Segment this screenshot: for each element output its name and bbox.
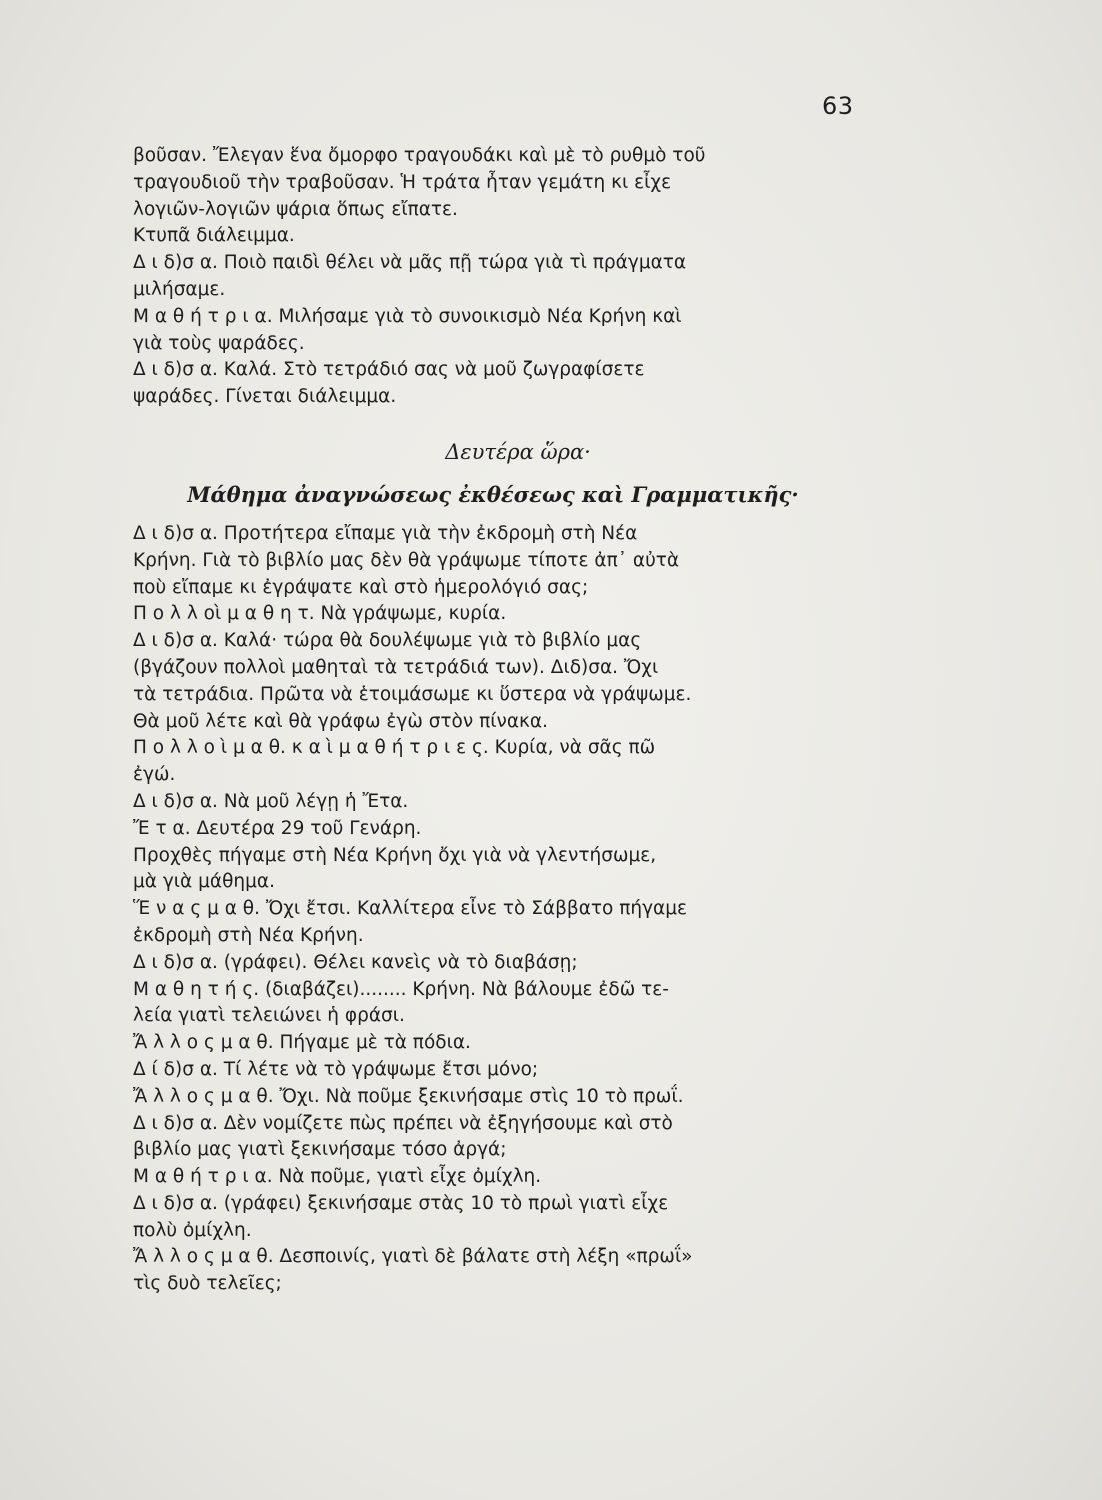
text-line: Κρήνη. Γιὰ τὸ βιβλίο μας δὲν θὰ γράψωμε τίποτε ἀπ᾽ αὐτὰ xyxy=(133,549,680,571)
text-line: Ἄ λ λ ο ς μ α θ. Ὄχι. Νὰ ποῦμε ξεκινήσαμε στὶς 10 τὸ πρωΐ. xyxy=(133,1085,684,1107)
text-line: ποὺ εἴπαμε κι ἐγράψατε καὶ στὸ ἡμερολόγιό σας; xyxy=(133,576,589,598)
text-line: Π ο λ λ ο ὶ μ α θ. κ α ὶ μ α θ ή τ ρ ι ε ς. Κυρία, νὰ σᾶς πῶ xyxy=(133,737,656,759)
text-line: Δ ι δ)σ α. Καλά. Στὸ τετράδιό σας νὰ μοῦ ζωγραφίσετε xyxy=(133,359,645,381)
text-line: Δ ι δ)σ α. Προτήτερα εἴπαμε γιὰ τὴν ἐκδρομὴ στὴ Νέα xyxy=(133,522,638,544)
text-line: λογιῶν-λογιῶν ψάρια ὅπως εἴπατε. xyxy=(133,198,458,220)
text-line: ἐγώ. xyxy=(133,764,176,786)
text-line: Δ ί δ)σ α. Τί λέτε νὰ τὸ γράψωμε ἔτσι μόνο; xyxy=(133,1058,539,1080)
text-line: τὰ τετράδια. Πρῶτα νὰ ἑτοιμάσωμε κι ὕστερα νὰ γράψωμε. xyxy=(133,683,692,705)
text-line: λεία γιατὶ τελειώνει ἡ φράσι. xyxy=(133,1005,405,1027)
paragraph-1 xyxy=(133,143,873,411)
text-line: Δ ι δ)σ α. Νὰ μοῦ λέγῃ ἡ Ἔτα. xyxy=(133,790,409,812)
text-line: Θὰ μοῦ λέτε καὶ θὰ γράφω ἐγὼ στὸν πίνακα. xyxy=(133,710,548,732)
text-line: Δ ι δ)σ α. (γράφει) ξεκινήσαμε στὰς 10 τὸ πρωὶ γιατὶ εἶχε xyxy=(133,1192,669,1214)
text-line: Κτυπᾶ διάλειμμα. xyxy=(133,225,295,247)
text-line: Μ α θ ή τ ρ ι α. Νὰ ποῦμε, γιατὶ εἶχε ὀμίχλη. xyxy=(133,1166,542,1188)
text-line: Ἔ τ α. Δευτέρα 29 τοῦ Γενάρη. xyxy=(133,817,422,839)
text-line: πολὺ ὀμίχλη. xyxy=(133,1219,252,1241)
paragraph-2 xyxy=(133,521,873,1298)
text-line: βοῦσαν. Ἔλεγαν ἕνα ὄμορφο τραγουδάκι καὶ μὲ τὸ ρυθμὸ τοῦ xyxy=(133,145,706,166)
text-line: Δ ι δ)σ α. (γράφει). Θέλει κανεὶς νὰ τὸ διαβάσῃ; xyxy=(133,951,578,973)
page-body xyxy=(133,143,873,1298)
text-line: Δ ι δ)σ α. Ποιὸ παιδὶ θέλει νὰ μᾶς πῇ τώρα γιὰ τὶ πράγματα xyxy=(133,252,687,274)
text-line: τὶς δυὸ τελεῖες; xyxy=(133,1273,282,1295)
text-line: Ἄ λ λ ο ς μ α θ. Δεσποινίς, γιατὶ δὲ βάλατε στὴ λέξη «πρωΐ» xyxy=(133,1246,693,1268)
text-line: Δ ι δ)σ α. Δὲν νομίζετε πὼς πρέπει νὰ ἐξηγήσουμε καὶ στὸ xyxy=(133,1112,673,1134)
text-line: μὰ γιὰ μάθημα. xyxy=(133,871,275,893)
text-line: Π ο λ λ οὶ μ α θ η τ. Νὰ γράψωμε, κυρία. xyxy=(133,603,507,625)
text-line: Προχθὲς πήγαμε στὴ Νέα Κρήνη ὄχι γιὰ νὰ γλεντήσωμε, xyxy=(133,844,657,866)
text-line: τραγουδιοῦ τὴν τραβοῦσαν. Ἡ τράτα ἦταν γεμάτη κι εἶχε xyxy=(133,171,672,193)
page-number: 63 xyxy=(822,92,854,120)
text-line: (βγάζουν πολλοὶ μαθηταὶ τὰ τετράδιά των). Διδ)σα. Ὄχι xyxy=(133,656,659,678)
text-line: γιὰ τοὺς ψαράδες. xyxy=(133,332,305,354)
text-line: Μ α θ ή τ ρ ι α. Μιλήσαμε γιὰ τὸ συνοικισμὸ Νέα Κρήνη καὶ xyxy=(133,305,682,327)
text-line: μιλήσαμε. xyxy=(133,278,226,300)
text-line: Μ α θ η τ ή ς. (διαβάζει)........ Κρήνη. Νὰ βάλουμε ἐδῶ τε- xyxy=(133,978,669,1000)
text-line: Ἕ ν α ς μ α θ. Ὄχι ἔτσι. Καλλίτερα εἶνε τὸ Σάββατο πήγαμε xyxy=(133,898,688,920)
text-line: ψαράδες. Γίνεται διάλειμμα. xyxy=(133,386,397,408)
text-line: Δ ι δ)σ α. Καλά· τώρα θὰ δουλέψωμε γιὰ τὸ βιβλίο μας xyxy=(133,630,642,652)
lesson-heading: Μάθημα ἀναγνώσεως ἐκθέσεως καὶ Γραμματικῆς· xyxy=(187,481,799,507)
text-line: ἐκδρομὴ στὴ Νέα Κρήνη. xyxy=(133,924,364,946)
text-line: βιβλίο μας γιατὶ ξεκινήσαμε τόσο ἀργά; xyxy=(133,1139,507,1161)
section-heading: Δευτέρα ὥρα· xyxy=(445,439,591,464)
text-line: Ἄ λ λ ο ς μ α θ. Πήγαμε μὲ τὰ πόδια. xyxy=(133,1032,471,1054)
